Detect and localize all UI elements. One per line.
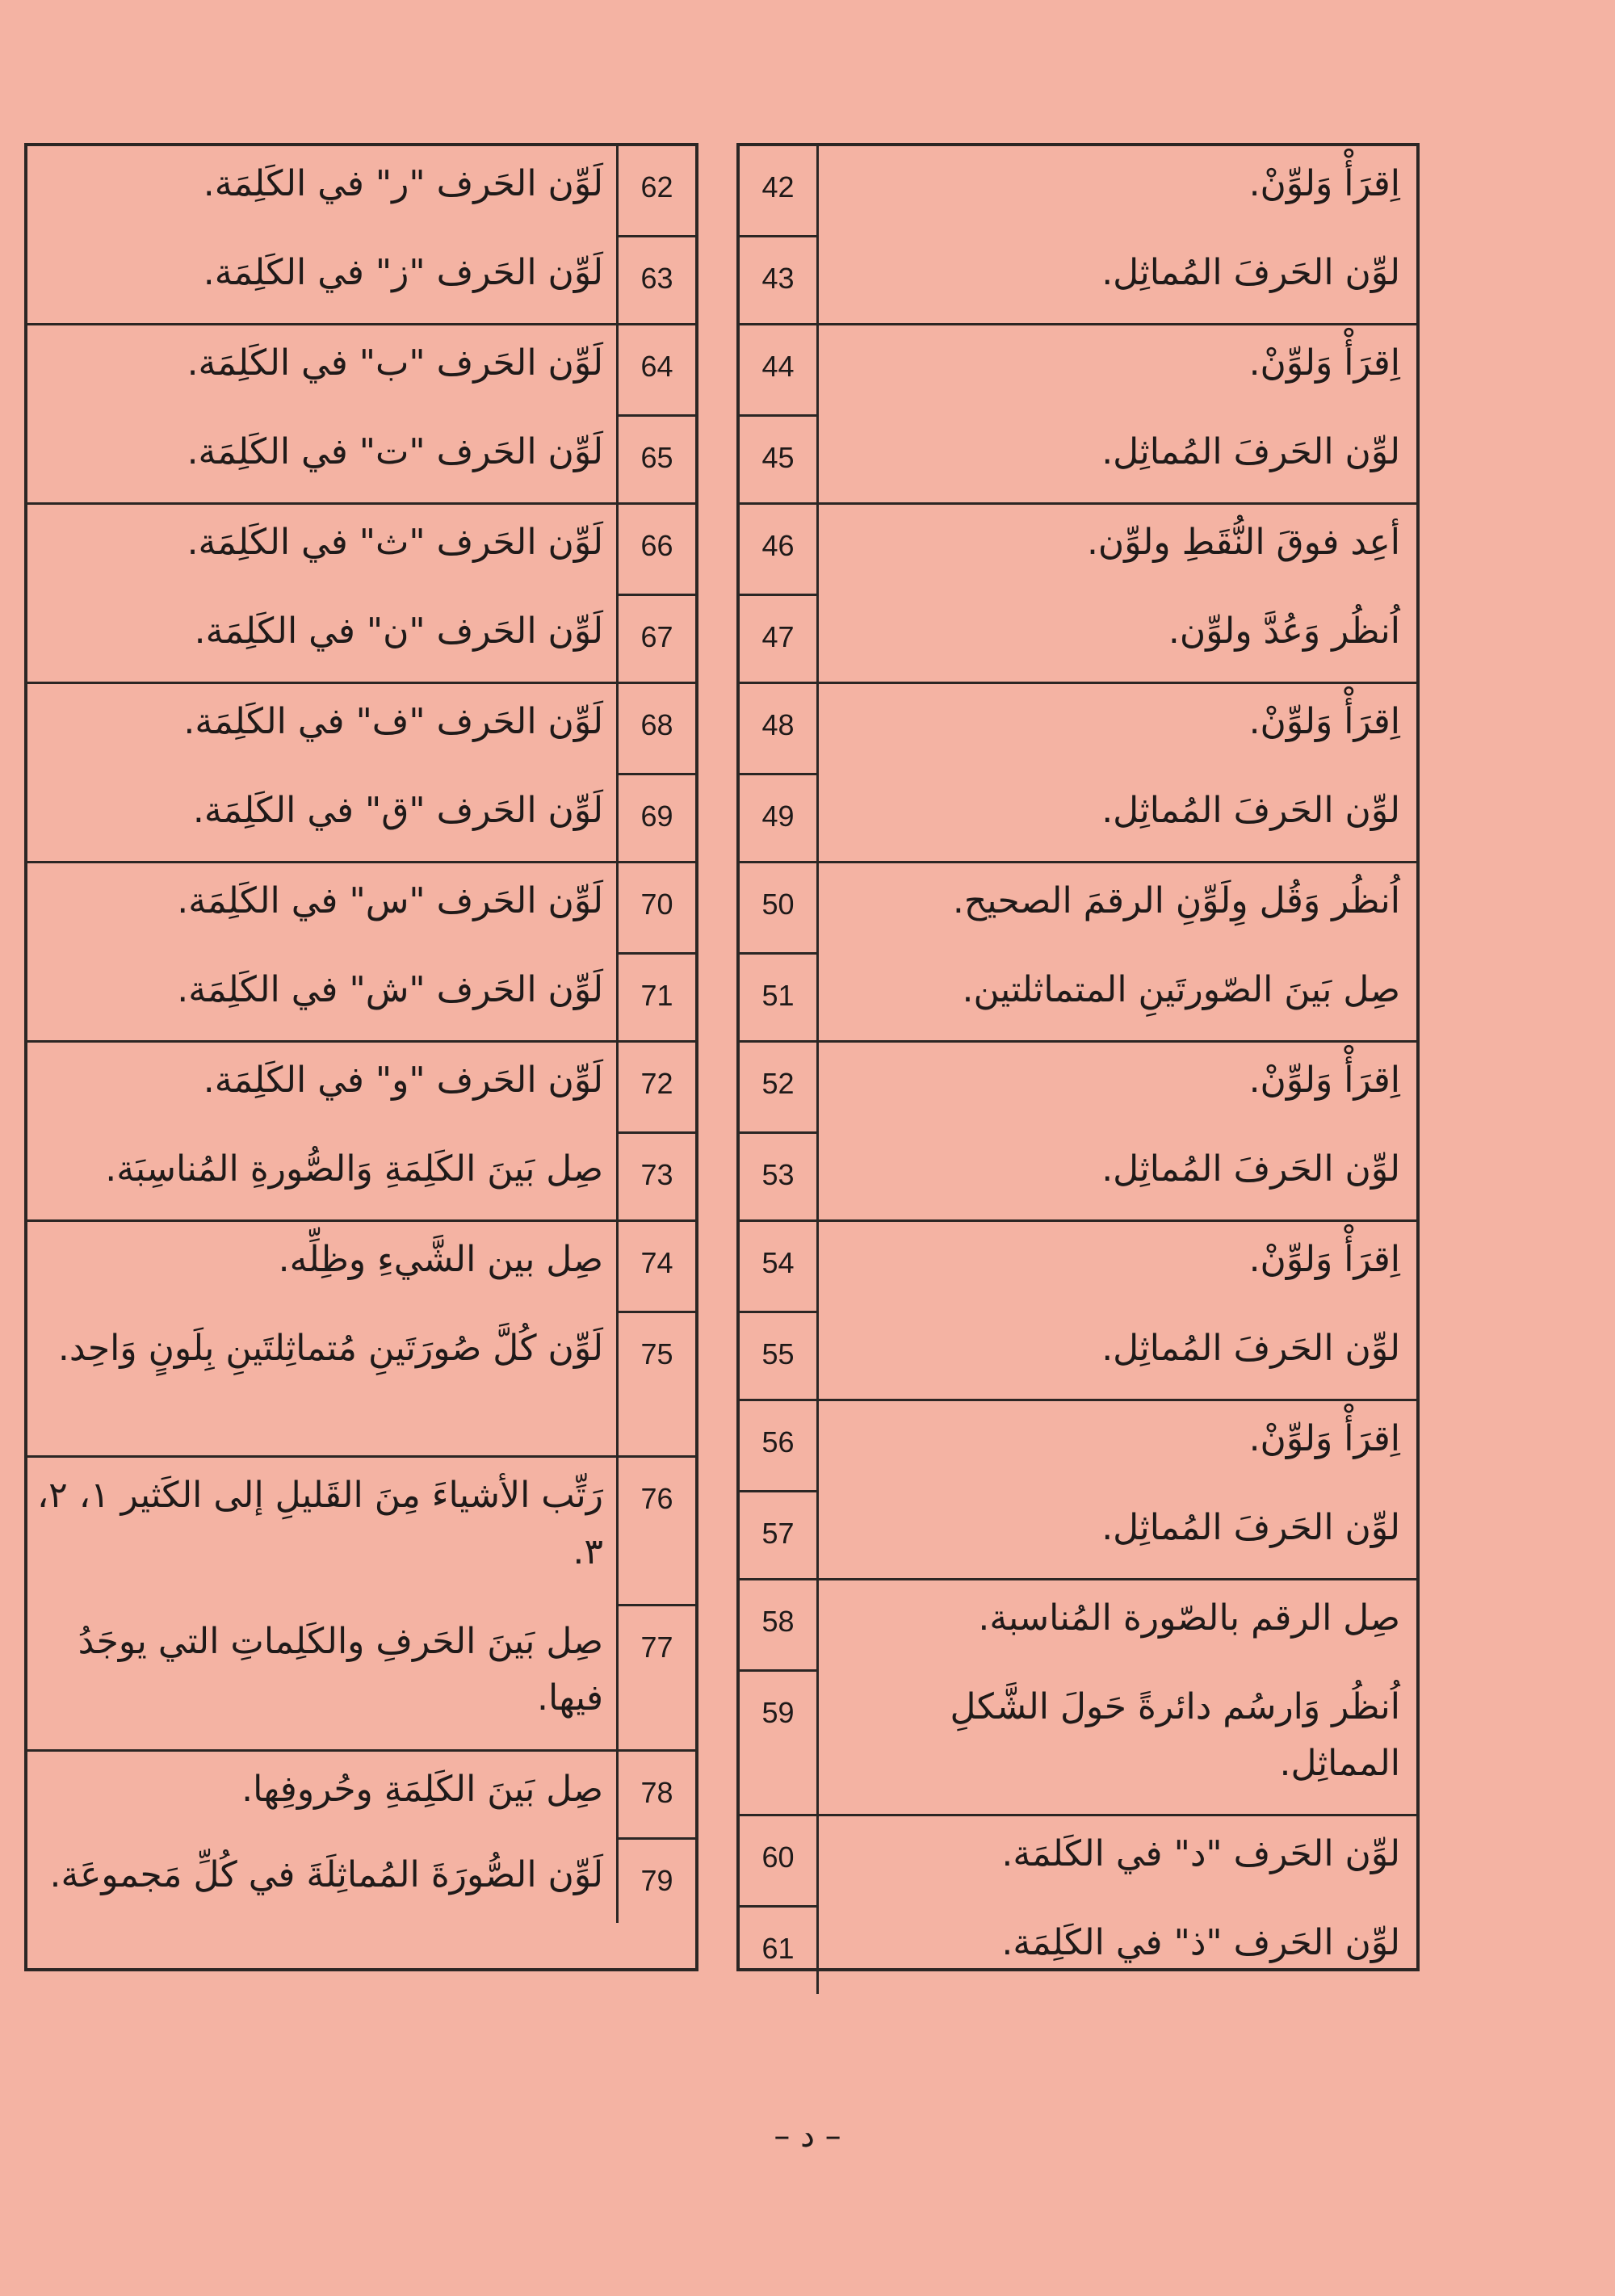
page-ref-number: 70 (616, 863, 695, 952)
page-ref-number: 73 (616, 1131, 695, 1220)
page-ref-number: 56 (740, 1401, 819, 1490)
table-row (740, 414, 1416, 503)
activity-instruction: أعِد فوقَ النُّقَطِ ولوِّن. (1086, 522, 1400, 563)
table-row (740, 684, 1416, 773)
activity-instruction: لَوِّن الحَرف "ن" في الكَلِمَة. (194, 610, 603, 652)
activity-instruction: صِل بَينَ الصّورتَينِ المتماثلتين. (962, 968, 1400, 1010)
contents-table-right (736, 143, 1420, 1971)
activity-instruction: لوِّن الحَرفَ المُماثِل. (1101, 1506, 1400, 1548)
page-ref-number: 66 (616, 505, 695, 594)
page-ref-number: 76 (616, 1458, 695, 1604)
page-ref-number: 42 (740, 146, 819, 235)
table-row (740, 146, 1416, 235)
activity-instruction: لَوِّن الحَرف "ر" في الكَلِمَة. (203, 163, 603, 204)
page-ref-number: 57 (740, 1490, 819, 1579)
table-row (27, 235, 695, 324)
activity-instruction: اِقرَأْ وَلوِّنْ. (1248, 342, 1400, 384)
table-row (27, 1458, 695, 1604)
page-ref-number: 48 (740, 684, 819, 773)
table-group (740, 1580, 1416, 1816)
page-ref-number: 74 (616, 1222, 695, 1311)
activity-instruction: لوِّن الحَرفَ المُماثِل. (1101, 789, 1400, 831)
table-row (27, 594, 695, 682)
page-ref-number: 63 (616, 235, 695, 324)
table-row (740, 594, 1416, 682)
table-row (27, 505, 695, 594)
activity-instruction: لَوِّن الحَرف "ز" في الكَلِمَة. (203, 251, 603, 293)
table-row (740, 505, 1416, 594)
page-ref-number: 75 (616, 1311, 695, 1455)
page-ref-number: 58 (740, 1580, 819, 1669)
table-group (740, 1401, 1416, 1580)
activity-instruction: لوِّن الحَرفَ المُماثِل. (1101, 1327, 1400, 1369)
table-row (27, 684, 695, 773)
page-ref-number: 46 (740, 505, 819, 594)
page-ref-number: 71 (616, 952, 695, 1041)
activity-instruction: اُنظُر وَقُل وِلَوِّنِ الرقمَ الصحيح. (952, 880, 1400, 921)
page-ref-number: 45 (740, 414, 819, 503)
table-group (27, 1222, 695, 1458)
activity-instruction: اِقرَأْ وَلوِّنْ. (1248, 701, 1400, 742)
activity-instruction: صِل الرقم بالصّورة المُناسبة. (978, 1597, 1400, 1639)
table-row (740, 1580, 1416, 1669)
table-row (740, 1905, 1416, 1994)
table-group (27, 1458, 695, 1752)
activity-instruction: لوِّن الحَرف "د" في الكَلمَة. (1001, 1833, 1400, 1874)
page-number: – د – (774, 2118, 841, 2155)
page-ref-number: 61 (740, 1905, 819, 1994)
activity-instruction: صِل بَينَ الكَلِمَةِ وحُروفِها. (241, 1769, 603, 1810)
page-ref-number: 77 (616, 1604, 695, 1750)
activity-instruction: لوِّن الحَرفَ المُماثِل. (1101, 251, 1400, 293)
contents-table-left (24, 143, 698, 1971)
table-row (27, 1837, 695, 1923)
table-row (740, 1131, 1416, 1220)
table-group (27, 505, 695, 684)
table-row (740, 1401, 1416, 1490)
activity-instruction: اِقرَأْ وَلوِّنْ. (1248, 163, 1400, 204)
table-group (740, 1816, 1416, 1994)
activity-instruction: رَتِّب الأشياءَ مِنَ القَليلِ إلى الكَثير ١، ٢، ٣. (36, 1475, 603, 1572)
activity-instruction: لَوِّن كُلَّ صُورَتَينِ مُتماثِلتَينِ بِلَونٍ وَاحِد. (57, 1327, 603, 1369)
table-row (740, 863, 1416, 952)
page-ref-number: 50 (740, 863, 819, 952)
page-ref-number: 55 (740, 1311, 819, 1400)
page-ref-number: 51 (740, 952, 819, 1041)
page-ref-number: 65 (616, 414, 695, 503)
table-group (27, 325, 695, 505)
activity-instruction: لوِّن الحَرفَ المُماثِل. (1101, 430, 1400, 472)
page-ref-number: 62 (616, 146, 695, 235)
table-group (27, 684, 695, 863)
activity-instruction: لَوِّن الحَرف "ت" في الكَلِمَة. (187, 430, 603, 472)
activity-instruction: لَوِّن الحَرف "س" في الكَلِمَة. (177, 880, 603, 921)
table-group (740, 684, 1416, 863)
page-ref-number: 59 (740, 1669, 819, 1814)
page-ref-number: 79 (616, 1837, 695, 1923)
page-ref-number: 54 (740, 1222, 819, 1311)
activity-instruction: لَوِّن الحَرف "ث" في الكَلِمَة. (187, 522, 603, 563)
activity-instruction: اِقرَأْ وَلوِّنْ. (1248, 1060, 1400, 1101)
activity-instruction: صِل بَينَ الكَلِمَةِ وَالصُّورةِ المُناسِبَة. (105, 1148, 603, 1190)
table-row (27, 1311, 695, 1455)
table-row (27, 863, 695, 952)
table-row (740, 235, 1416, 324)
page-ref-number: 64 (616, 325, 695, 414)
activity-instruction: لَوِّن الحَرف "ب" في الكَلِمَة. (187, 342, 603, 384)
page-ref-number: 68 (616, 684, 695, 773)
activity-instruction: اُنظُر وَعُدَّ ولوِّن. (1168, 610, 1400, 652)
table-group (27, 1043, 695, 1222)
activity-instruction: اُنظُر وَارسُم دائرةً حَولَ الشَّكلِ المماثِل. (950, 1685, 1400, 1784)
table-group (740, 146, 1416, 325)
table-row (27, 1222, 695, 1311)
table-row (27, 773, 695, 862)
activity-instruction: لوِّن الحَرفَ المُماثِل. (1101, 1148, 1400, 1190)
table-row (27, 1043, 695, 1131)
page-ref-number: 67 (616, 594, 695, 682)
table-row (27, 1131, 695, 1220)
activity-instruction: صِل بَينَ الحَرفِ والكَلِماتِ التي يوجَدُ فيها. (78, 1620, 603, 1719)
page-ref-number: 43 (740, 235, 819, 324)
table-row (740, 1222, 1416, 1311)
page-ref-number: 44 (740, 325, 819, 414)
table-group (27, 863, 695, 1043)
activity-instruction: لَوِّن الحَرف "ق" في الكَلِمَة. (192, 789, 603, 831)
table-row (740, 325, 1416, 414)
page-ref-number: 47 (740, 594, 819, 682)
table-row (27, 1752, 695, 1837)
page-ref-number: 60 (740, 1816, 819, 1905)
table-row (27, 1604, 695, 1750)
table-group (27, 1752, 695, 1923)
activity-instruction: صِل بين الشَّيءِ وظِلِّه. (278, 1239, 603, 1280)
table-group (740, 325, 1416, 505)
activity-instruction: لَوِّن الحَرف "ف" في الكَلِمَة. (183, 701, 603, 742)
table-row (27, 414, 695, 503)
table-row (27, 146, 695, 235)
table-row (740, 773, 1416, 862)
activity-instruction: لَوِّن الصُّورَةَ المُماثِلَةَ في كُلِّ مَجموعَة. (49, 1854, 603, 1895)
table-row (740, 952, 1416, 1041)
table-row (740, 1043, 1416, 1131)
page-ref-number: 72 (616, 1043, 695, 1131)
page-ref-number: 69 (616, 773, 695, 862)
activity-instruction: لوِّن الحَرف "ذ" في الكَلِمَة. (1001, 1922, 1400, 1963)
table-row (27, 325, 695, 414)
table-row (740, 1669, 1416, 1814)
page-ref-number: 78 (616, 1752, 695, 1837)
activity-instruction: اِقرَأْ وَلوِّنْ. (1248, 1239, 1400, 1280)
table-row (740, 1311, 1416, 1400)
table-group (740, 863, 1416, 1043)
table-group (740, 1043, 1416, 1222)
table-group (740, 505, 1416, 684)
activity-instruction: لَوِّن الحَرف "و" في الكَلِمَة. (203, 1060, 603, 1101)
activity-instruction: لَوِّن الحَرف "ش" في الكَلِمَة. (177, 968, 603, 1010)
page-ref-number: 49 (740, 773, 819, 862)
table-row (740, 1490, 1416, 1579)
table-row (740, 1816, 1416, 1905)
page-ref-number: 53 (740, 1131, 819, 1220)
page-ref-number: 52 (740, 1043, 819, 1131)
table-group (740, 1222, 1416, 1401)
table-row (27, 952, 695, 1041)
activity-instruction: اِقرَأْ وَلوِّنْ. (1248, 1418, 1400, 1459)
table-group (27, 146, 695, 325)
